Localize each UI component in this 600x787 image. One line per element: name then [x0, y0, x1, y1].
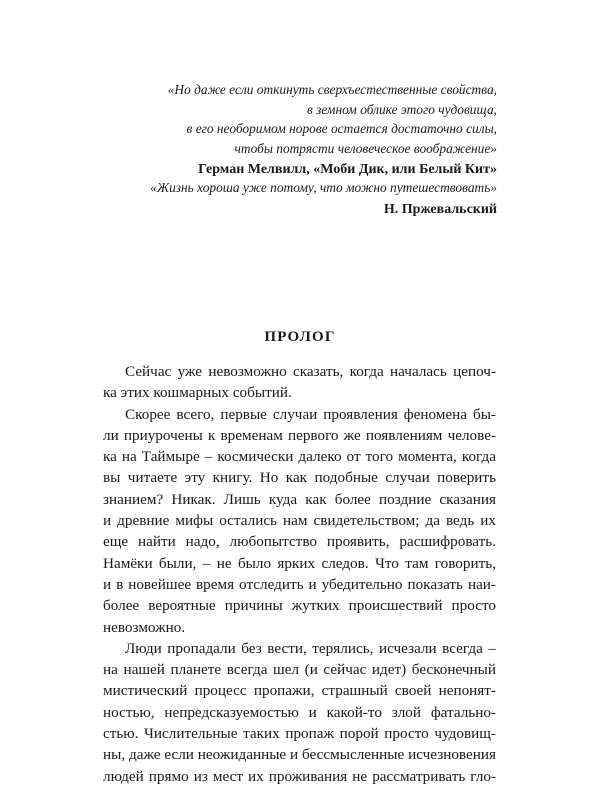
text-line: ли приурочены к временам первого же появлениям челове- — [103, 426, 496, 444]
epigraph-line: в земном облике этого чудовища, — [306, 101, 497, 117]
epigraph-melville — [168, 80, 497, 180]
text-line: на нашей планете всегда шел (и сейчас идет) бесконечный — [103, 661, 496, 679]
text-line: стью. Числительные таких пропаж порой просто чудовищ- — [103, 725, 496, 743]
text-line: ностью, непредсказуемостью и какой-то злой фатально- — [103, 703, 496, 721]
epigraph-line: «Но даже если откинуть сверхъестественные свойства, — [167, 82, 497, 97]
text-line: Люди пропадали без вести, терялись, исчезали всегда – — [125, 639, 496, 657]
text-line: знанием? Никак. Лишь куда как более поздние сказания — [103, 490, 496, 508]
text-line: невозможно. — [103, 618, 186, 636]
epigraph-line: в его необоримом норове остается достаточно силы, — [186, 121, 497, 137]
text-line: еще найти надо, любопытство проявить, расшифровать. — [103, 533, 496, 551]
text-line: и в новейшее время отследить и убедительно показать наи- — [103, 575, 496, 593]
text-line: Намёки были, – не было ярких следов. Что там говорить, — [103, 554, 496, 572]
epigraph-line: чтобы потрясти человеческое воображение» — [234, 140, 497, 156]
epigraph-line: «Жизнь хороша уже потому, что можно путешествовать» — [150, 180, 497, 195]
text-line: мистический процесс пропажи, страшный своей непонят- — [103, 682, 496, 700]
text-line: Сейчас уже невозможно сказать, когда началась цепоч- — [125, 363, 496, 380]
text-line: ны, даже если неожиданные и бессмысленные исчезновения — [103, 746, 496, 764]
epigraph-author: Н. Пржевальский — [383, 201, 497, 217]
text-line: более вероятные причины жутких происшествий просто — [103, 597, 496, 615]
text-line: людей прямо из мест их проживания не рассматривать гло- — [103, 767, 496, 785]
text-line: вы читаете эту книгу. Но как подобные случаи поверить — [103, 469, 496, 487]
epigraph-przhevalsky — [150, 178, 497, 220]
text-line: ка на Таймыре – космически далеко от того момента, когда — [103, 448, 496, 466]
prologue-text — [103, 361, 496, 787]
text-line: ка этих кошмарных событий. — [103, 384, 292, 402]
chapter-heading: ПРОЛОГ — [264, 329, 336, 345]
text-line: и древние мифы остались нам свидетельством; да ведь их — [103, 512, 496, 530]
text-line: Скорее всего, первые случаи проявления феномена бы- — [125, 405, 496, 423]
epigraph-author: Герман Мелвилл, «Моби Дик, или Белый Кит» — [198, 162, 497, 178]
